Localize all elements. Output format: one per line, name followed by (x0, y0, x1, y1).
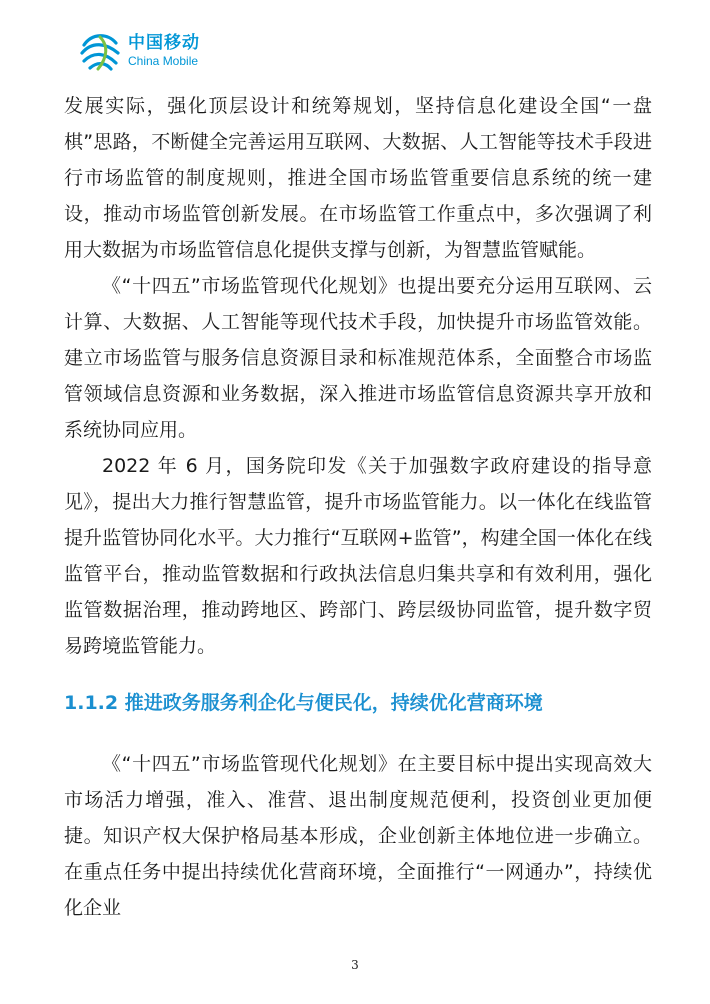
logo-english-name: China Mobile (128, 54, 199, 68)
section-heading: 1.1.2 推进政务服务利企化与便民化，持续优化营商环境 (64, 692, 543, 714)
page-number: 3 (351, 958, 359, 972)
body-paragraph-4: 《“十四五”市场监管现代化规划》在主要目标中提出实现高效大市场活力增强，准入、准营、退出制度规范便利，投资创业更加便捷。知识产权大保护格局基本形成，企业创新主体地位进一步确立。在重点任务中提出持续优化营商环境，全面推行“一网通办”，持续优化企业 (64, 753, 652, 919)
body-paragraph-1: 发展实际，强化顶层设计和统筹规划，坚持信息化建设全国“一盘棋”思路，不断健全完善运用互联网、大数据、人工智能等技术手段进行市场监管的制度规则，推进全国市场监管重要信息系统的统一建设，推动市场监管创新发展。在市场监管工作重点中，多次强调了利用大数据为市场监管信息化提供支撑与创新，为智慧监管赋能。 (64, 95, 652, 261)
body-paragraph-2: 《“十四五”市场监管现代化规划》也提出要充分运用互联网、云计算、大数据、人工智能等现代技术手段，加快提升市场监管效能。建立市场监管与服务信息资源目录和标准规范体系，全面整合市场监管领域信息资源和业务数据，深入推进市场监管信息资源共享开放和系统协同应用。 (64, 275, 652, 441)
logo-chinese-name: 中国移动 (128, 33, 200, 53)
page-header (78, 28, 200, 74)
china-mobile-logo-icon (78, 29, 122, 73)
body-paragraph-3: 2022 年 6 月，国务院印发《关于加强数字政府建设的指导意见》，提出大力推行智慧监管，提升市场监管能力。以一体化在线监管提升监管协同化水平。大力推行“互联网+监管”，构建全国一体化在线监管平台，推动监管数据和行政执法信息归集共享和有效利用，强化监管数据治理，推动跨地区、跨部门、跨层级协同监管，提升数字贸易跨境监管能力。 (64, 455, 652, 657)
logo-wordmark (128, 35, 200, 67)
document-body (64, 88, 652, 926)
